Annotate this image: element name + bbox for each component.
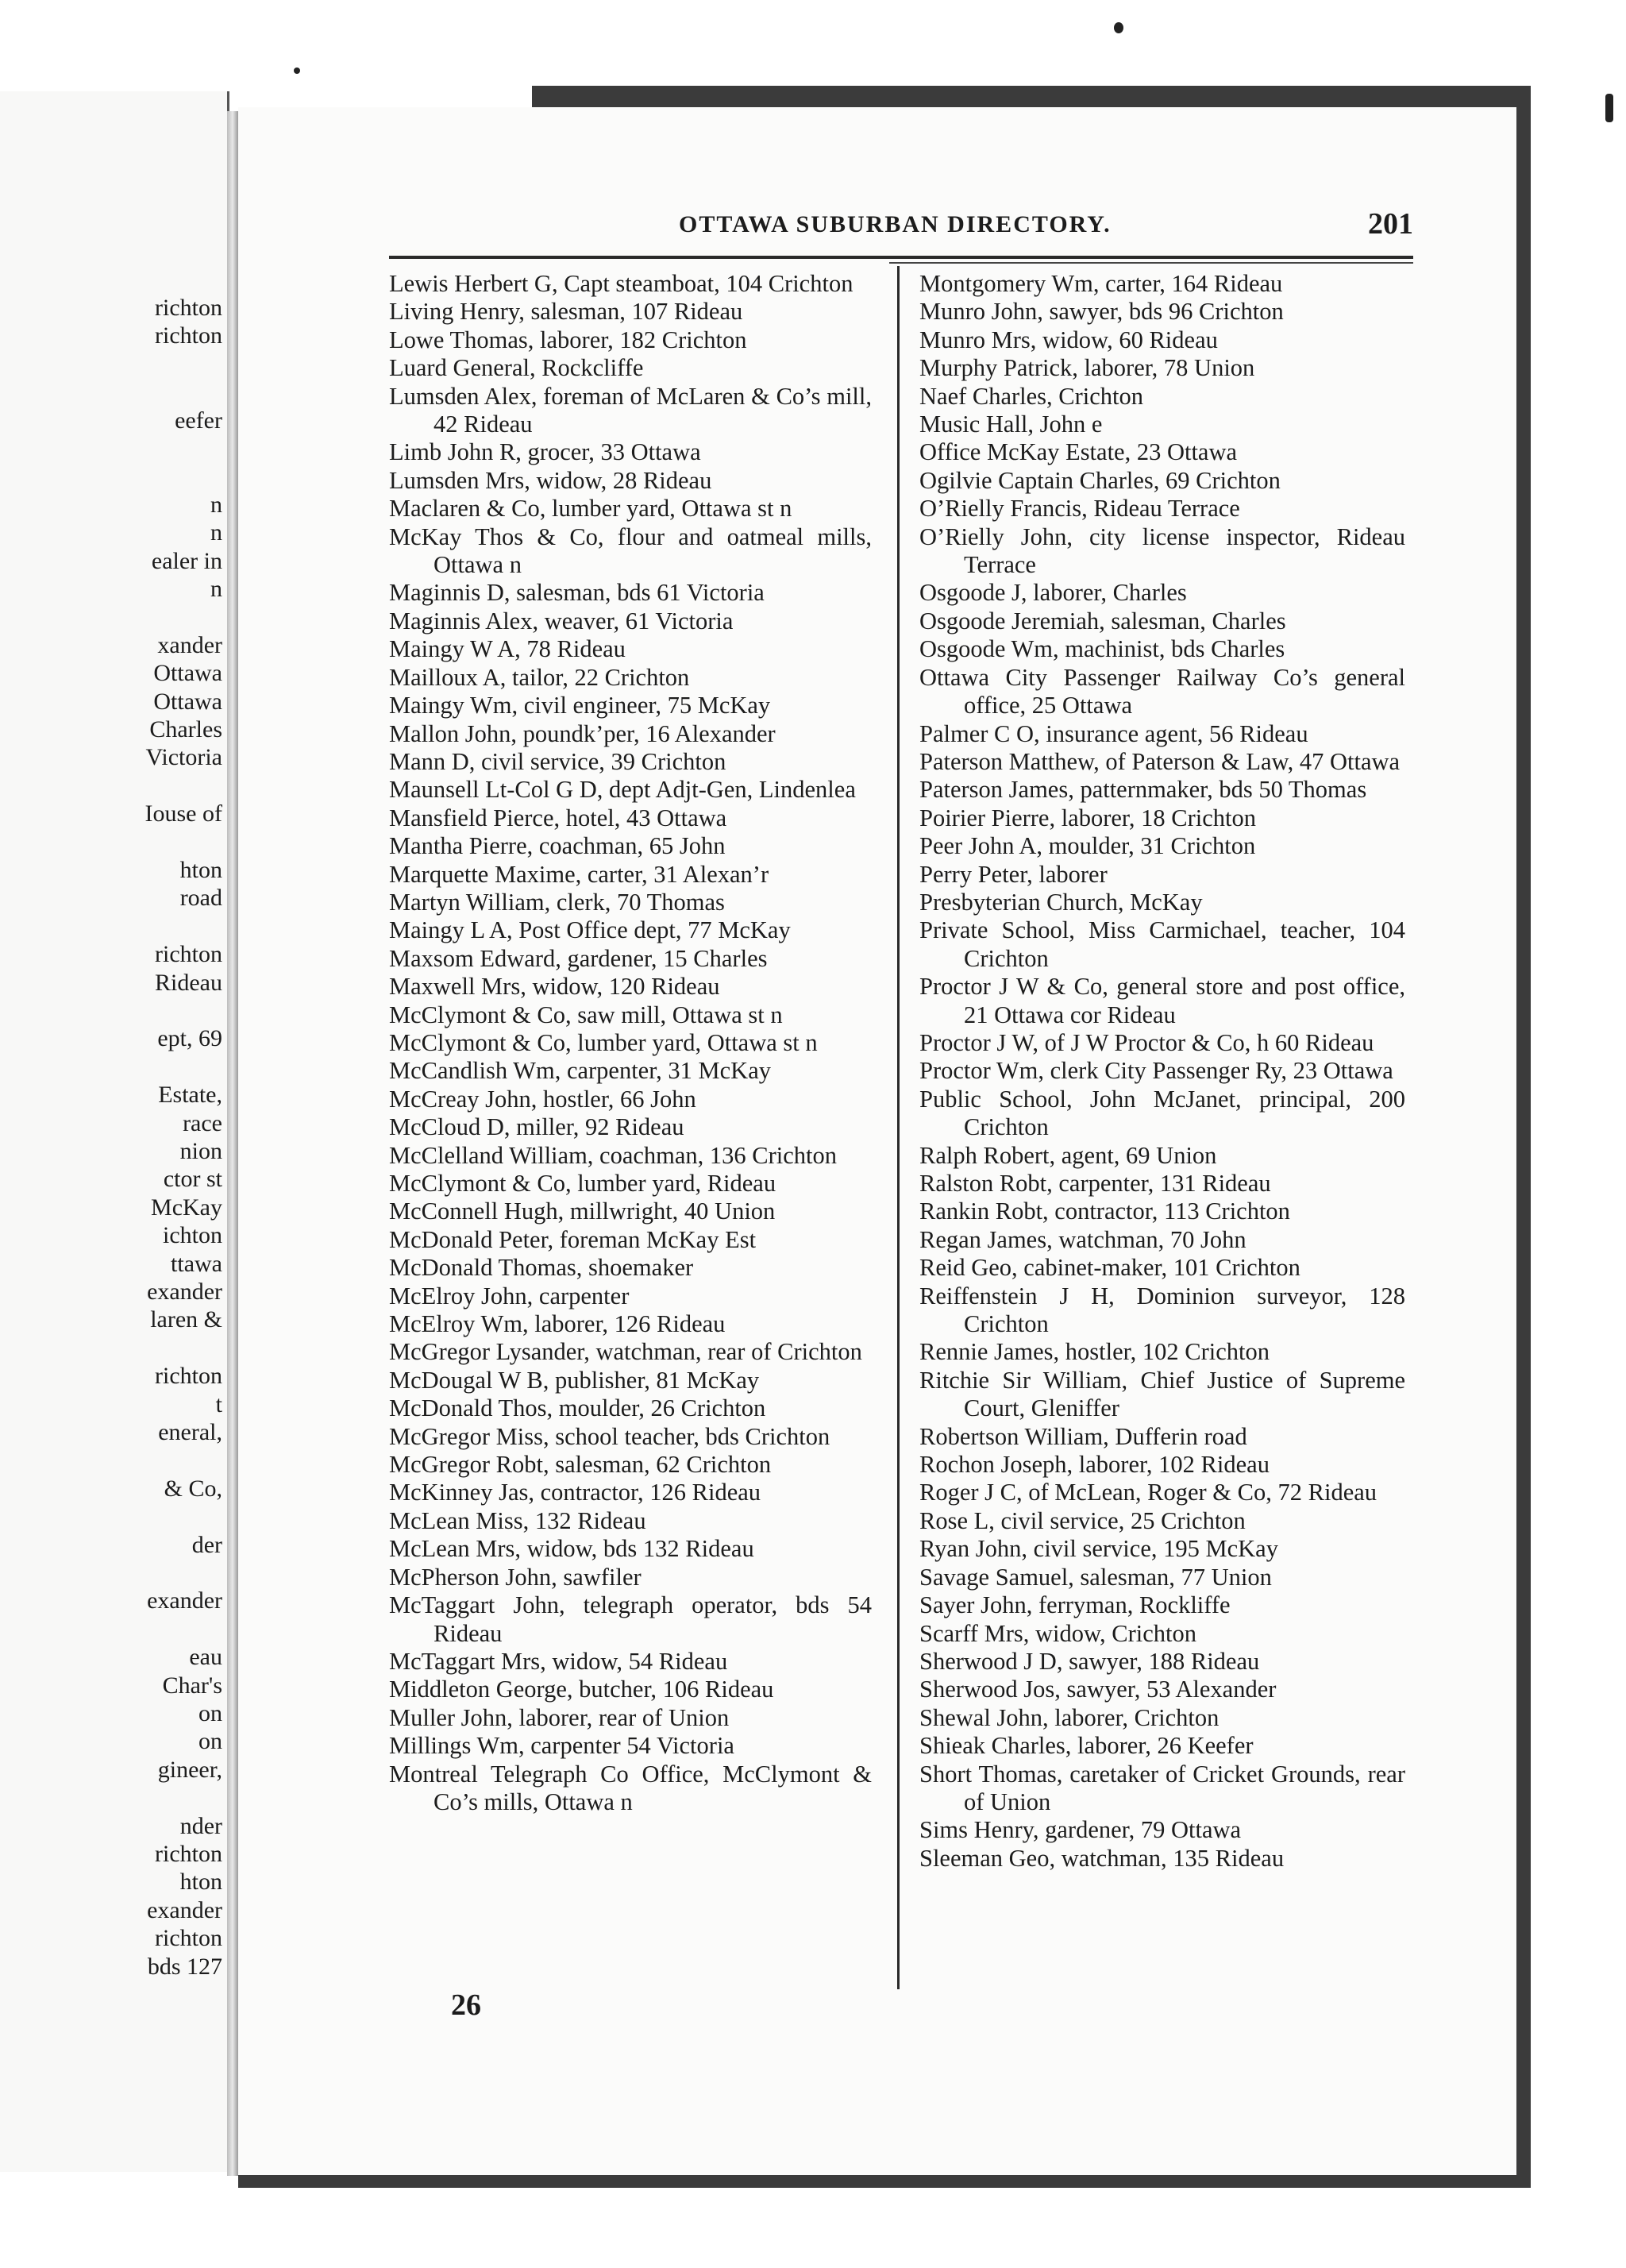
directory-entry: Proctor Wm, clerk City Passenger Ry, 23 Ottawa: [919, 1057, 1393, 1085]
scan-speck: [1605, 94, 1613, 122]
page-header: [389, 205, 1413, 253]
directory-entry: Naef Charles, Crichton: [919, 382, 1144, 410]
directory-entry: McClymont & Co, saw mill, Ottawa st n: [389, 1001, 783, 1028]
directory-entry: Maunsell Lt-Col G D, dept Adjt-Gen, Lindenlea: [389, 776, 856, 804]
facing-page-fragment-line: richton: [155, 1925, 222, 1952]
directory-entry: Shieak Charles, laborer, 26 Keefer: [919, 1732, 1254, 1760]
facing-page-fragment-line: Ottawa: [153, 688, 222, 715]
facing-page-fragment-line: hton: [179, 857, 222, 883]
directory-entry: Lowe Thomas, laborer, 182 Crichton: [389, 326, 747, 353]
facing-page-fragment-line: n: [210, 491, 222, 518]
facing-page-fragment: [0, 91, 229, 2172]
facing-page-fragment-line: Ottawa: [153, 660, 222, 687]
directory-entry: Maginnis D, salesman, bds 61 Victoria: [389, 579, 765, 607]
facing-page-fragment-line: hton: [179, 1869, 222, 1896]
facing-page-fragment-line: nder: [179, 1812, 222, 1839]
directory-entry: Music Hall, John e: [919, 411, 1103, 438]
directory-entry: Sims Henry, gardener, 79 Ottawa: [919, 1816, 1242, 1844]
directory-entry: Millings Wm, carpenter 54 Victoria: [389, 1732, 734, 1760]
facing-page-fragment-line: on: [198, 1728, 222, 1755]
facing-page-fragment-line: gineer,: [157, 1756, 222, 1783]
directory-column-left: [389, 270, 872, 1816]
directory-entry: Sherwood J D, sawyer, 188 Rideau: [919, 1647, 1260, 1675]
facing-page-fragment-line: richton: [155, 295, 222, 321]
facing-page-fragment-line: n: [210, 519, 222, 546]
header-rule-secondary: [889, 262, 1413, 264]
directory-entry: Maingy L A, Post Office dept, 77 McKay: [389, 916, 791, 944]
directory-entry: Luard General, Rockcliffe: [389, 354, 644, 382]
directory-entry: McClymont & Co, lumber yard, Rideau: [389, 1170, 776, 1197]
directory-entry: Sherwood Jos, sawyer, 53 Alexander: [919, 1676, 1277, 1703]
directory-entry: Mailloux A, tailor, 22 Crichton: [389, 663, 690, 691]
directory-entry: Peer John A, moulder, 31 Crichton: [919, 832, 1256, 860]
directory-entry: Maclaren & Co, lumber yard, Ottawa st n: [389, 495, 792, 523]
directory-entry: Sayer John, ferryman, Rockliffe: [919, 1591, 1231, 1619]
directory-entry: Proctor J W, of J W Proctor & Co, h 60 Rideau: [919, 1028, 1374, 1056]
directory-entry: Office McKay Estate, 23 Ottawa: [919, 438, 1238, 466]
facing-page-fragment-line: t: [215, 1390, 222, 1418]
directory-entry: Lewis Herbert G, Capt steamboat, 104 Crichton: [389, 270, 853, 297]
facing-page-fragment-line: exander: [147, 1587, 222, 1614]
directory-entry: Ryan John, civil service, 195 McKay: [919, 1535, 1278, 1563]
directory-entry: Ralph Robert, agent, 69 Union: [919, 1141, 1217, 1169]
directory-entry: Munro John, sawyer, bds 96 Crichton: [919, 298, 1284, 326]
directory-entry: Perry Peter, laborer: [919, 860, 1108, 888]
directory-entry: Marquette Maxime, carter, 31 Alexan’r: [389, 860, 769, 888]
directory-entry: Mansfield Pierce, hotel, 43 Ottawa: [389, 804, 727, 831]
directory-entry: Mantha Pierre, coachman, 65 John: [389, 832, 726, 860]
directory-entry: McConnell Hugh, millwright, 40 Union: [389, 1198, 776, 1225]
facing-page-fragment-line: on: [198, 1700, 222, 1726]
directory-entry: Palmer C O, insurance agent, 56 Rideau: [919, 719, 1308, 747]
directory-entry: O’Rielly Francis, Rideau Terrace: [919, 495, 1240, 523]
directory-entry: Regan James, watchman, 70 John: [919, 1225, 1246, 1253]
directory-entry: Roger J C, of McLean, Roger & Co, 72 Rideau: [919, 1479, 1377, 1506]
directory-entry: McLean Miss, 132 Rideau: [389, 1506, 646, 1534]
directory-entry: Montreal Telegraph Co Office, McClymont & Co’s mills, Ottawa n: [389, 1760, 872, 1815]
directory-entry: Robertson William, Dufferin road: [919, 1422, 1247, 1450]
directory-entry: Scarff Mrs, widow, Crichton: [919, 1619, 1197, 1647]
directory-entry: Rochon Joseph, laborer, 102 Rideau: [919, 1451, 1270, 1479]
facing-page-fragment-line: n: [210, 576, 222, 602]
facing-page-fragment-line: bds 127: [147, 1953, 222, 1980]
directory-entry: McElroy John, carpenter: [389, 1282, 630, 1310]
book-gutter: [227, 111, 238, 2176]
directory-entry: McLean Mrs, widow, bds 132 Rideau: [389, 1535, 754, 1563]
facing-page-fragment-line: richton: [155, 1363, 222, 1390]
directory-entry: Shewal John, laborer, Crichton: [919, 1703, 1220, 1731]
directory-entry: McKay Thos & Co, flour and oatmeal mills, Ottawa n: [389, 523, 872, 579]
facing-page-fragment-line: richton: [155, 1841, 222, 1867]
facing-page-fragment-line: richton: [155, 941, 222, 968]
directory-entry: Sleeman Geo, watchman, 135 Rideau: [919, 1844, 1285, 1872]
directory-entry: Lumsden Alex, foreman of McLaren & Co’s mill, 42 Rideau: [389, 382, 872, 438]
directory-entry: McTaggart Mrs, widow, 54 Rideau: [389, 1647, 728, 1675]
directory-entry: Maingy Wm, civil engineer, 75 McKay: [389, 692, 771, 719]
directory-entry: Muller John, laborer, rear of Union: [389, 1703, 730, 1731]
directory-entry: Presbyterian Church, McKay: [919, 888, 1203, 916]
directory-entry: Maxsom Edward, gardener, 15 Charles: [389, 944, 768, 972]
facing-page-fragment-line: road: [179, 885, 222, 912]
directory-entry: McCreay John, hostler, 66 John: [389, 1085, 696, 1113]
directory-entry: Ralston Robt, carpenter, 131 Rideau: [919, 1170, 1271, 1197]
directory-entry: Murphy Patrick, laborer, 78 Union: [919, 354, 1255, 382]
directory-entry: McClymont & Co, lumber yard, Ottawa st n: [389, 1028, 818, 1056]
directory-entry: Limb John R, grocer, 33 Ottawa: [389, 438, 701, 466]
directory-entry: Maginnis Alex, weaver, 61 Victoria: [389, 607, 734, 634]
directory-entry: Paterson Matthew, of Paterson & Law, 47 Ottawa: [919, 747, 1401, 775]
facing-page-fragment-line: Charles: [149, 716, 222, 742]
header-rule: [389, 256, 1413, 259]
directory-entry: O’Rielly John, city license inspector, Rideau Terrace: [919, 523, 1405, 579]
directory-entry: Ogilvie Captain Charles, 69 Crichton: [919, 466, 1281, 494]
directory-entry: McCandlish Wm, carpenter, 31 McKay: [389, 1057, 772, 1085]
facing-page-fragment-line: exander: [147, 1896, 222, 1923]
facing-page-fragment-line: xander: [157, 631, 222, 658]
directory-entry: Reiffenstein J H, Dominion surveyor, 128 Crichton: [919, 1282, 1405, 1338]
directory-entry: Ottawa City Passenger Railway Co’s general office, 25 Ottawa: [919, 663, 1405, 719]
directory-entry: McPherson John, sawfiler: [389, 1563, 642, 1591]
directory-entry: Reid Geo, cabinet-maker, 101 Crichton: [919, 1254, 1300, 1282]
directory-entry: Mallon John, poundk’per, 16 Alexander: [389, 719, 776, 747]
facing-page-fragment-line: eneral,: [158, 1419, 222, 1445]
directory-entry: McGregor Lysander, watchman, rear of Crichton: [389, 1338, 862, 1366]
signature-mark: 26: [451, 1988, 481, 2022]
facing-page-fragment-line: race: [183, 1109, 222, 1136]
facing-page-fragment-line: richton: [155, 322, 222, 349]
directory-column-right: [919, 270, 1405, 1873]
scan-border-top: [532, 86, 1531, 110]
column-divider: [897, 266, 900, 1989]
directory-entry: Mann D, civil service, 39 Crichton: [389, 747, 726, 775]
facing-page-fragment-line: Estate,: [158, 1082, 222, 1109]
directory-entry: Montgomery Wm, carter, 164 Rideau: [919, 270, 1283, 297]
facing-page-fragment-line: ept, 69: [157, 1025, 222, 1052]
facing-page-fragment-line: exander: [147, 1279, 222, 1305]
directory-entry: Maingy W A, 78 Rideau: [389, 635, 626, 663]
directory-entry: McKinney Jas, contractor, 126 Rideau: [389, 1479, 761, 1506]
facing-page-text-fragments: [0, 91, 222, 2172]
facing-page-fragment-line: ichton: [163, 1222, 222, 1249]
facing-page-fragment-line: eau: [189, 1644, 222, 1671]
directory-entry: Paterson James, patternmaker, bds 50 Thomas: [919, 776, 1367, 804]
directory-entry: McDonald Peter, foreman McKay Est: [389, 1225, 757, 1253]
directory-entry: McClelland William, coachman, 136 Crichton: [389, 1141, 838, 1169]
directory-entry: Middleton George, butcher, 106 Rideau: [389, 1676, 774, 1703]
facing-page-fragment-line: nion: [179, 1138, 222, 1164]
directory-entry: Lumsden Mrs, widow, 28 Rideau: [389, 466, 712, 494]
facing-page-fragment-line: eefer: [175, 407, 222, 434]
facing-page-fragment-line: ctor st: [163, 1166, 222, 1193]
directory-entry: McGregor Miss, school teacher, bds Crichton: [389, 1422, 830, 1450]
directory-entry: Osgoode Jeremiah, salesman, Charles: [919, 607, 1286, 634]
directory-entry: Rennie James, hostler, 102 Crichton: [919, 1338, 1270, 1366]
directory-entry: Rankin Robt, contractor, 113 Crichton: [919, 1198, 1290, 1225]
directory-entry: McTaggart John, telegraph operator, bds 54 Rideau: [389, 1591, 872, 1647]
facing-page-fragment-line: Iouse of: [144, 800, 222, 827]
directory-entry: McDougal W B, publisher, 81 McKay: [389, 1366, 760, 1394]
directory-entry: Martyn William, clerk, 70 Thomas: [389, 888, 725, 916]
facing-page-fragment-line: McKay: [151, 1194, 222, 1221]
facing-page-fragment-line: der: [191, 1531, 222, 1558]
scan-speck: [294, 68, 300, 74]
facing-page-fragment-line: Victoria: [145, 744, 222, 771]
directory-entry: McDonald Thomas, shoemaker: [389, 1254, 694, 1282]
directory-entry: McGregor Robt, salesman, 62 Crichton: [389, 1451, 772, 1479]
directory-entry: Short Thomas, caretaker of Cricket Grounds, rear of Union: [919, 1760, 1405, 1815]
directory-entry: Osgoode Wm, machinist, bds Charles: [919, 635, 1285, 663]
directory-entry: Public School, John McJanet, principal, 200 Crichton: [919, 1085, 1405, 1141]
directory-entry: Poirier Pierre, laborer, 18 Crichton: [919, 804, 1256, 831]
directory-entry: Ritchie Sir William, Chief Justice of Supreme Court, Gleniffer: [919, 1366, 1405, 1422]
directory-entry: Proctor J W & Co, general store and post office, 21 Ottawa cor Rideau: [919, 973, 1405, 1028]
directory-entry: Private School, Miss Carmichael, teacher, 104 Crichton: [919, 916, 1405, 972]
directory-entry: Living Henry, salesman, 107 Rideau: [389, 298, 743, 326]
facing-page-fragment-line: ttawa: [171, 1250, 222, 1277]
facing-page-fragment-line: Char's: [162, 1672, 222, 1699]
facing-page-fragment-line: Rideau: [155, 969, 222, 996]
directory-entry: Savage Samuel, salesman, 77 Union: [919, 1563, 1272, 1591]
page-number: 201: [1368, 207, 1413, 241]
directory-entry: McCloud D, miller, 92 Rideau: [389, 1113, 684, 1141]
directory-entry: Maxwell Mrs, widow, 120 Rideau: [389, 973, 720, 1001]
facing-page-fragment-line: ealer in: [151, 547, 222, 574]
directory-entry: Munro Mrs, widow, 60 Rideau: [919, 326, 1218, 353]
directory-entry: Rose L, civil service, 25 Crichton: [919, 1506, 1246, 1534]
directory-entry: Osgoode J, laborer, Charles: [919, 579, 1187, 607]
facing-page-fragment-line: & Co,: [164, 1475, 222, 1502]
directory-entry: McElroy Wm, laborer, 126 Rideau: [389, 1310, 726, 1338]
facing-page-fragment-line: laren &: [150, 1306, 222, 1333]
running-title: OTTAWA SUBURBAN DIRECTORY.: [679, 211, 1112, 237]
directory-entry: McDonald Thos, moulder, 26 Crichton: [389, 1394, 766, 1422]
scan-speck: [1114, 22, 1123, 33]
